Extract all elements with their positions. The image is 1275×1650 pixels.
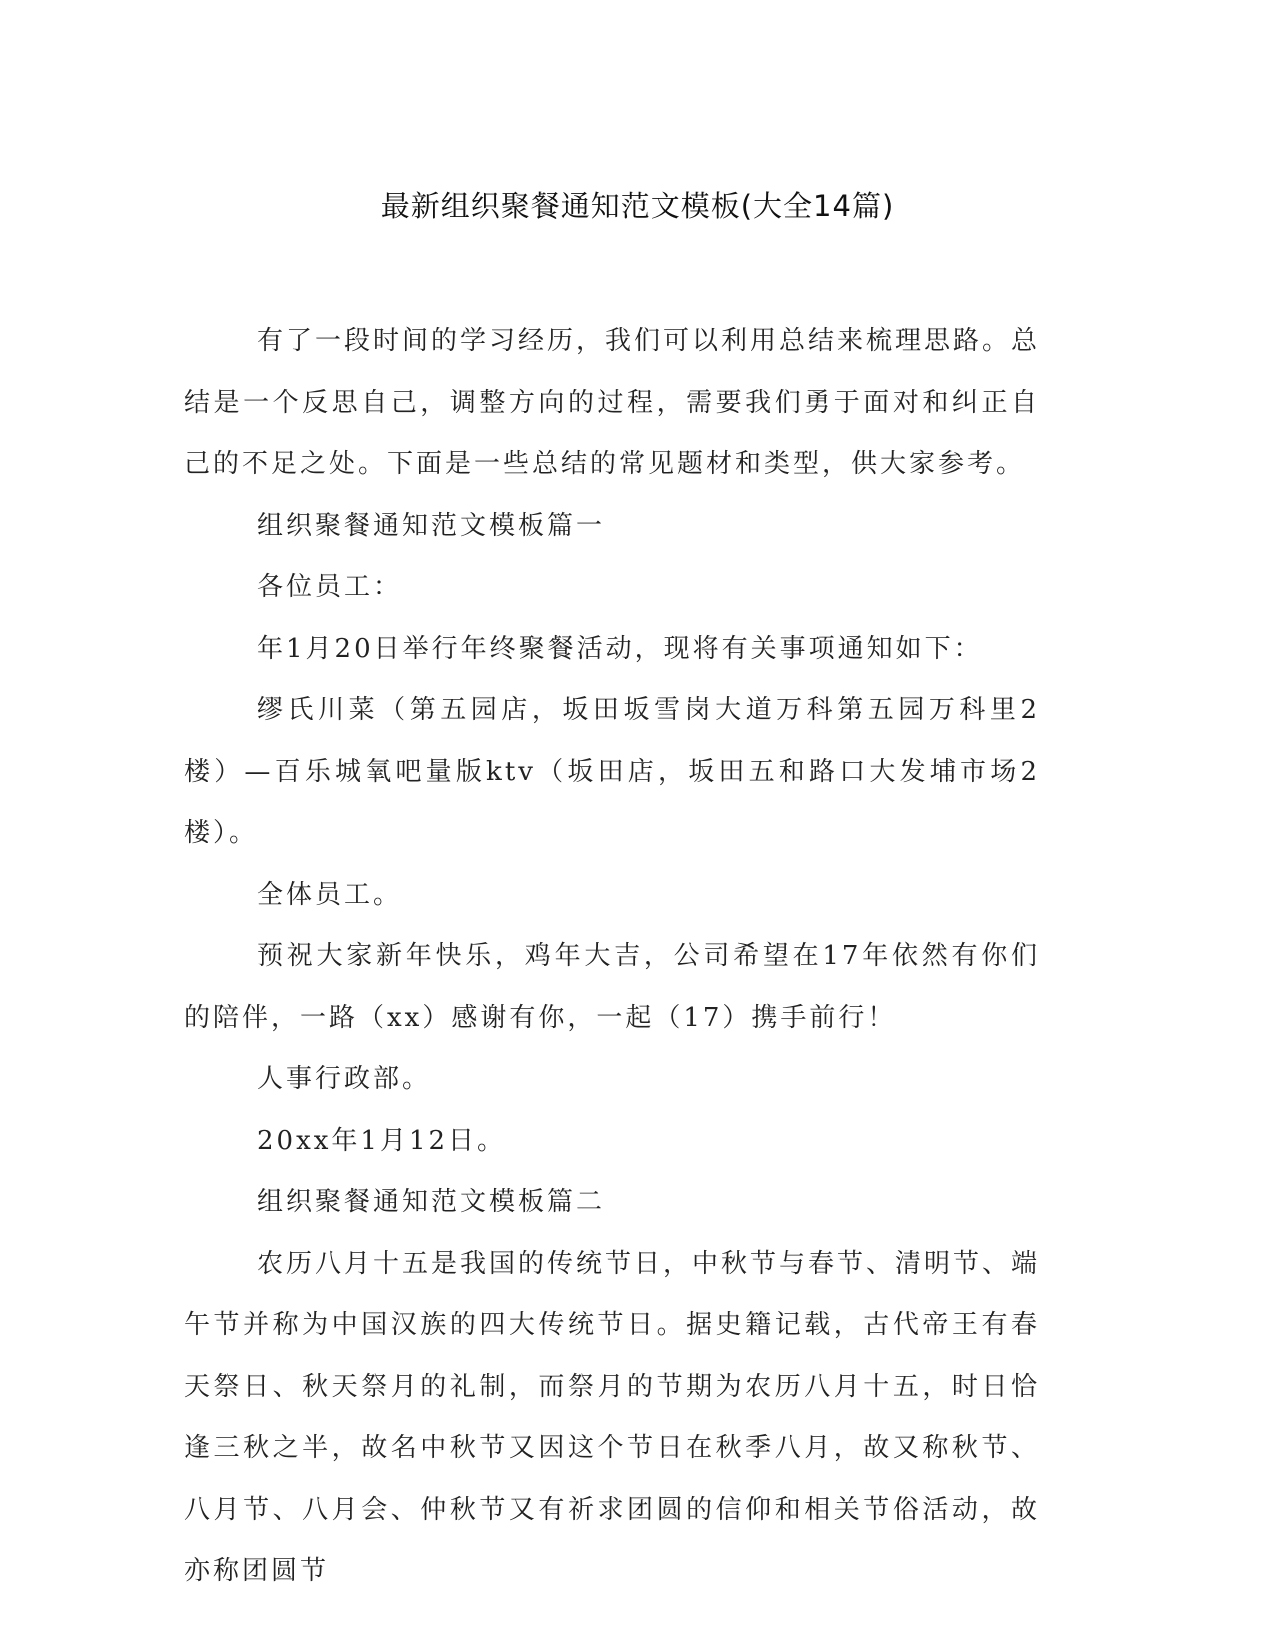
- section-heading-1: 组织聚餐通知范文模板篇一: [257, 510, 606, 541]
- paragraph-participants: 全体员工。: [257, 879, 403, 910]
- paragraph-mid-autumn: 农历八月十五是我国的传统节日，中秋节与春节、清明节、端午节并称为中国汉族的四大传统节日。据史籍记载，古代帝王有春天祭日、秋天祭月的礼制，而祭月的节期为农历八月十五，时日恰逢三秋之半，故名中秋节又因这个节日在秋季八月，故又称秋节、八月节、八月会、仲秋节又有祈求团圆的信仰和相关节俗活动，故亦称团圆节: [184, 1248, 1041, 1586]
- paragraph-wishes: 预祝大家新年快乐，鸡年大吉，公司希望在17年依然有你们的陪伴，一路（xx）感谢有你，一起（17）携手前行！: [184, 941, 1040, 1033]
- signature-department: 人事行政部。: [257, 1064, 432, 1094]
- paragraph-venue: 缪氏川菜（第五园店，坂田坂雪岗大道万科第五园万科里2楼）—百乐城氧吧量版ktv（坂田店，坂田五和路口大发埔市场2楼）。: [184, 695, 1040, 848]
- signature-date: 20xx年1月12日。: [257, 1125, 507, 1156]
- document-title: 最新组织聚餐通知范文模板(大全14篇): [380, 189, 895, 223]
- salutation: 各位员工：: [257, 572, 403, 602]
- section-heading-2: 组织聚餐通知范文模板篇二: [257, 1187, 606, 1217]
- paragraph-event-date: 年1月20日举行年终聚餐活动，现将有关事项通知如下：: [257, 633, 983, 664]
- paragraph-intro: 有了一段时间的学习经历，我们可以利用总结来梳理思路。总结是一个反思自己，调整方向的过程，需要我们勇于面对和纠正自己的不足之处。下面是一些总结的常见题材和类型，供大家参考。: [184, 326, 1041, 479]
- document-body: [184, 311, 1040, 1603]
